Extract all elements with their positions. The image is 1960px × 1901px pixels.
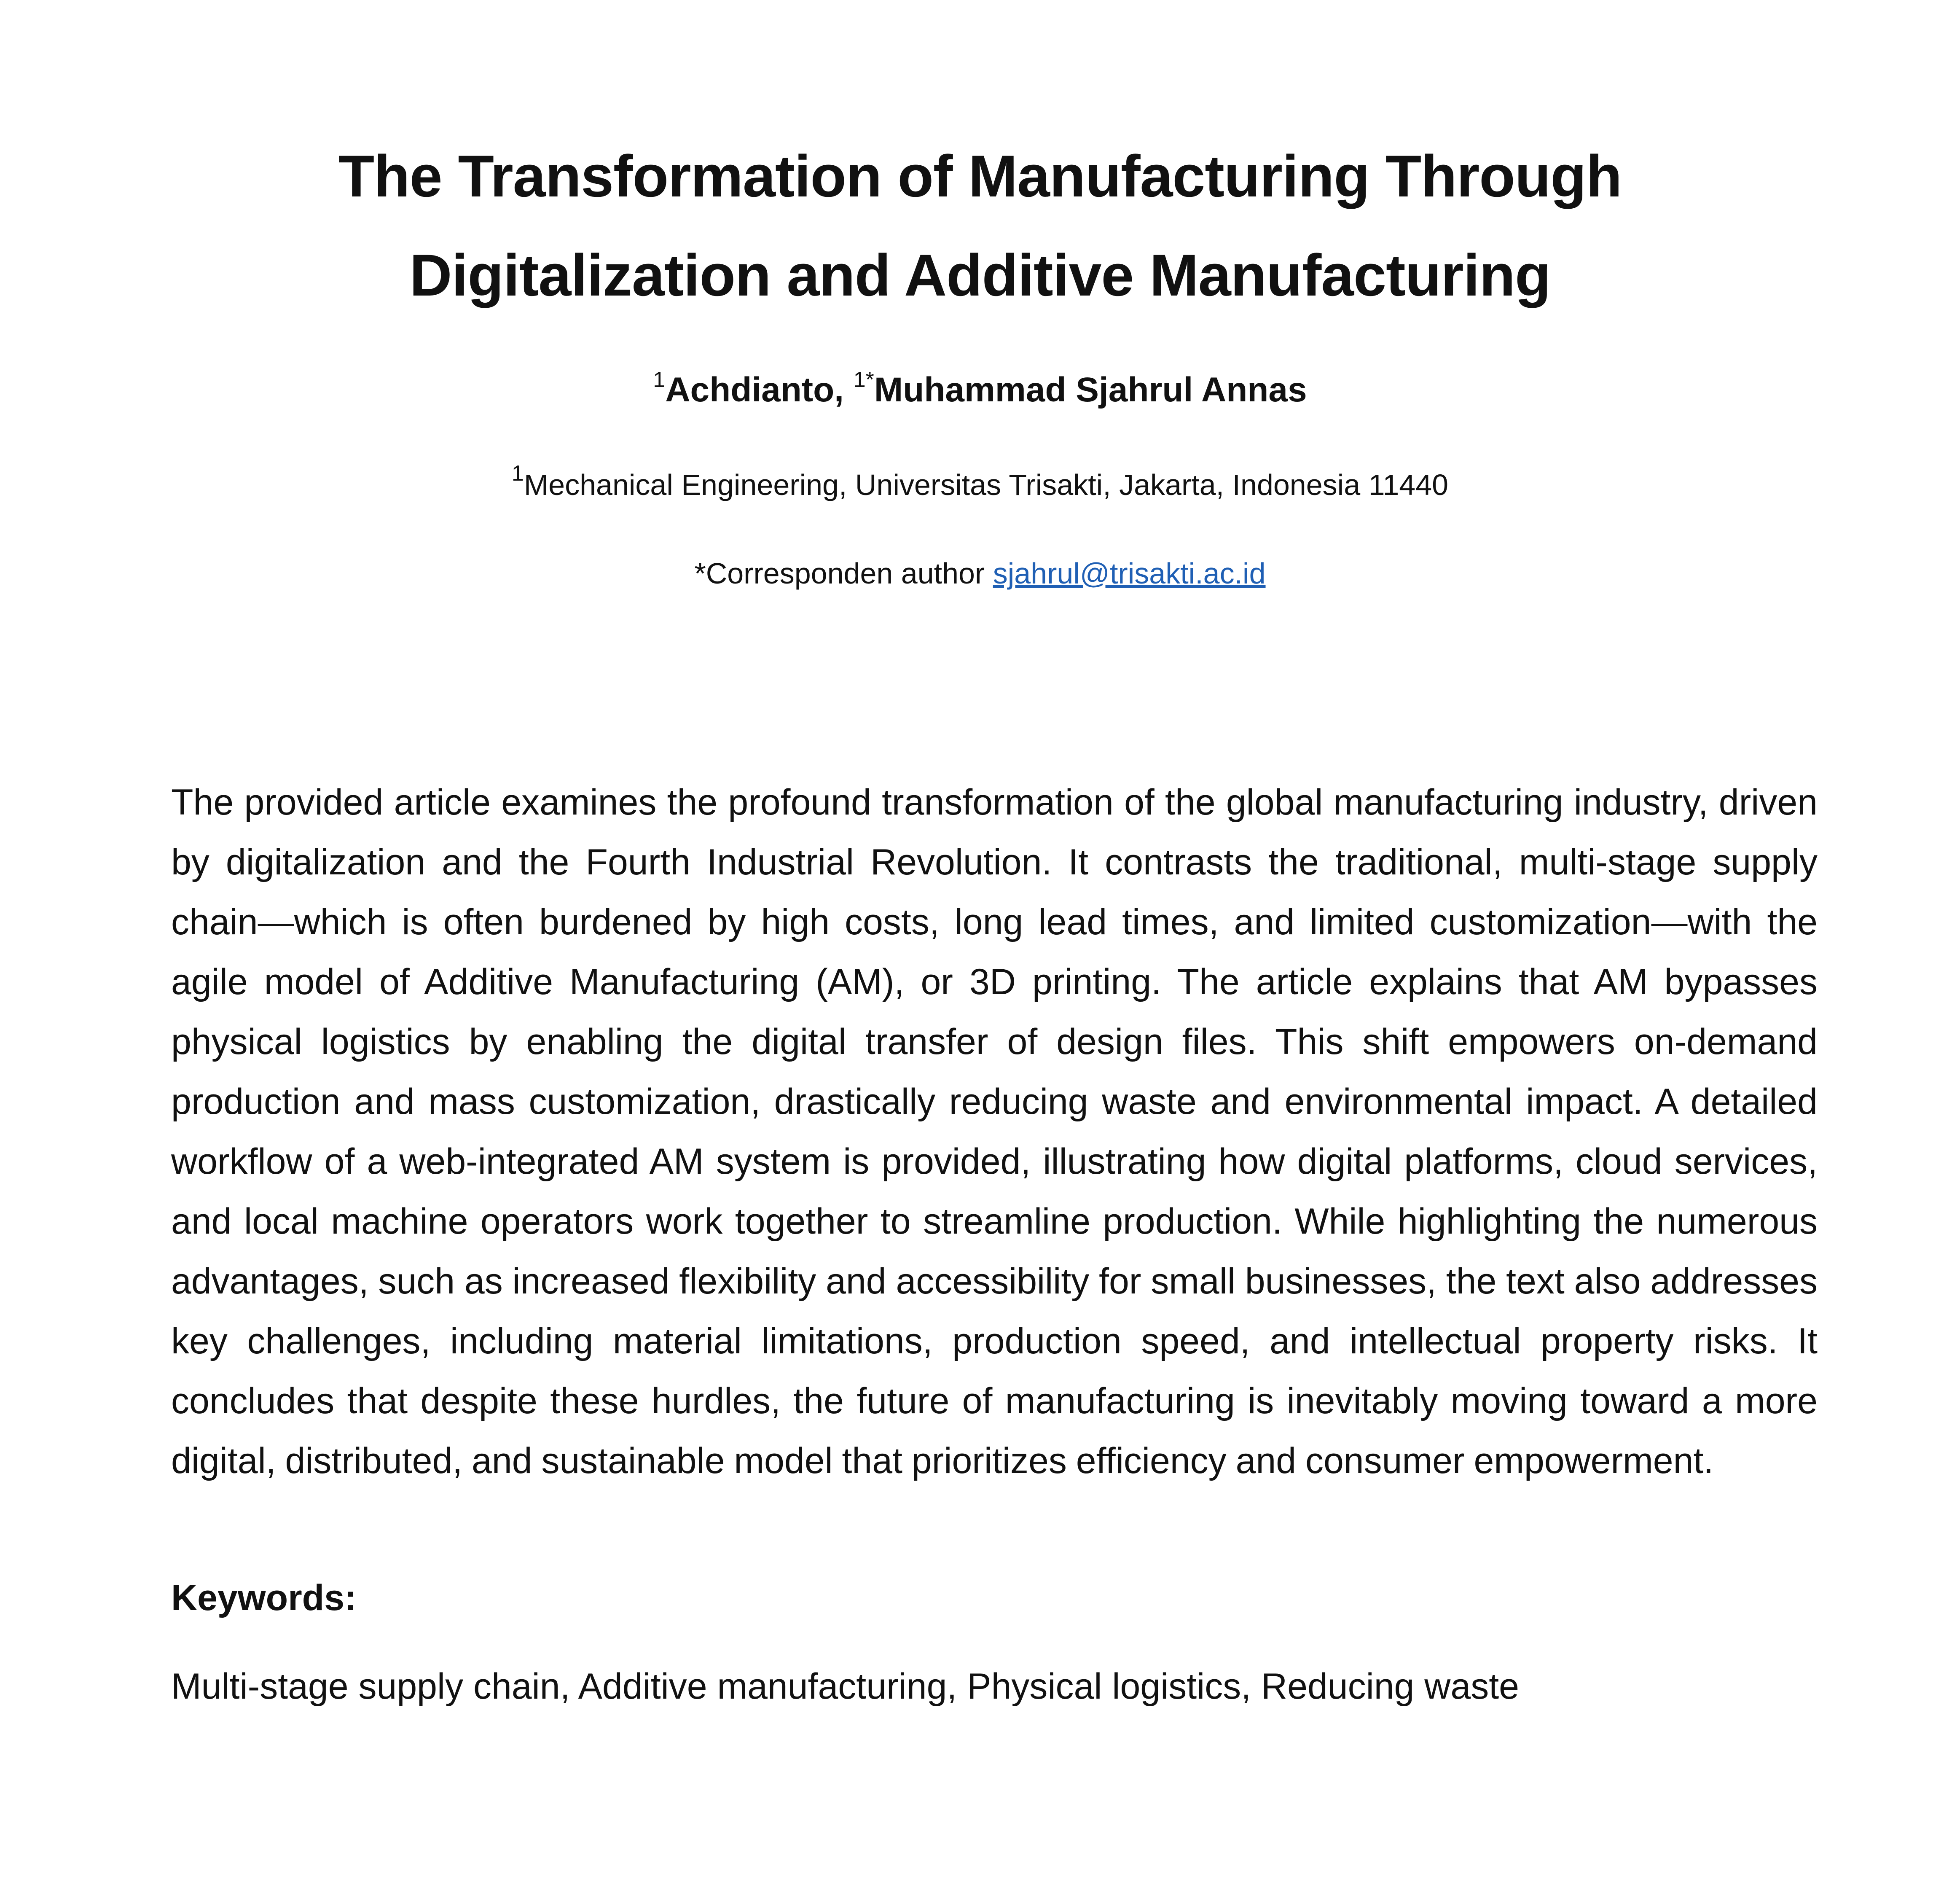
correspondence-label: *Corresponden author <box>694 557 985 590</box>
paper-title-line-2: Digitalization and Additive Manufacturing <box>409 242 1551 308</box>
author-list <box>169 367 1791 413</box>
affiliation <box>169 461 1791 506</box>
affiliation-text: Mechanical Engineering, Universitas Trisakti, Jakarta, Indonesia 11440 <box>524 468 1449 501</box>
abstract-text: The provided article examines the profound transformation of the global manufacturing industry, driven by digitalization and the Fourth Industrial Revolution. It contrasts the traditional, multi-stage supply chain—which is often burdened by high costs, long lead times, and limited customization—with the agile model of Additive Manufacturing (AM), or 3D printing. The article explains that AM bypasses physical logistics by enabling the digital transfer of design files. This shift empowers on-demand production and mass customization, drastically reducing waste and environmental impact. A detailed workflow of a web-integrated AM system is provided, illustrating how digital platforms, cloud services, and local machine operators work together to streamline production. While highlighting the numerous advantages, such as increased flexibility and accessibility for small businesses, the text also addresses key challenges, including material limitations, production speed, and intellectual property risks. It concludes that despite these hurdles, the future of manufacturing is inevitably moving toward a more digital, distributed, and sustainable model that prioritizes efficiency and consumer empowerment. <box>171 782 1818 1481</box>
corresponding-email-link[interactable]: sjahrul@trisakti.ac.id <box>993 557 1266 590</box>
paper-title-line-1: The Transformation of Manufacturing Through <box>338 143 1622 209</box>
paper-title <box>169 126 1791 325</box>
author-1-name: Achdianto, <box>665 371 844 409</box>
affiliation-mark: 1 <box>511 461 524 486</box>
keywords-list: Multi-stage supply chain, Additive manufacturing, Physical logistics, Reducing waste <box>171 1666 1519 1707</box>
keywords-heading: Keywords: <box>171 1578 357 1618</box>
author-2-name: Muhammad Sjahrul Annas <box>874 371 1307 409</box>
author-1-affiliation-mark: 1 <box>653 368 666 392</box>
correspondence-line <box>169 552 1791 594</box>
author-2-affiliation-mark: 1* <box>853 368 874 392</box>
